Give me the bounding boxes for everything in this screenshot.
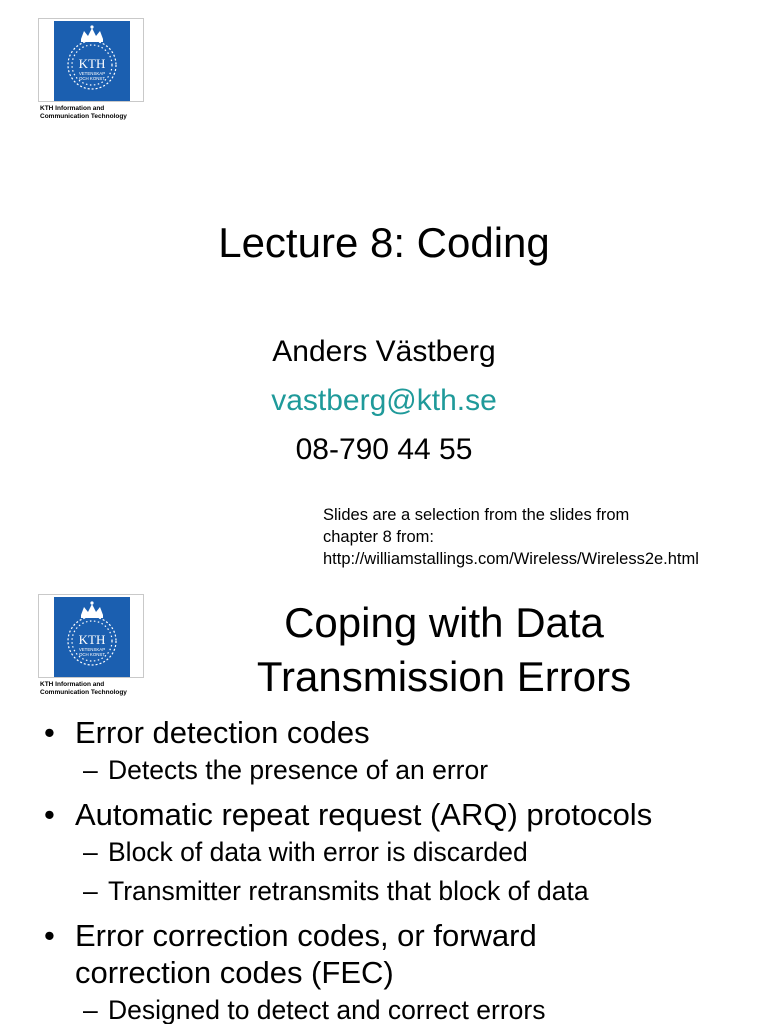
bullet-dot-icon: • <box>44 918 55 953</box>
dash-icon: – <box>83 995 98 1024</box>
sub-bullet-text: Designed to detect and correct errors <box>108 995 546 1024</box>
crown-wreath-icon <box>54 597 130 677</box>
bullet-text-line1: Error correction codes, or forward <box>75 918 537 953</box>
bullet-text: Error detection codes <box>75 715 370 750</box>
dash-icon: – <box>83 755 98 785</box>
source-note <box>323 504 763 570</box>
svg-text:KTH: KTH <box>78 632 106 647</box>
sub-bullet-text: Transmitter retransmits that block of data <box>108 876 589 906</box>
slide-title-line2: Transmission Errors <box>256 653 632 700</box>
logo-caption <box>40 681 150 696</box>
svg-text:OCH KONST: OCH KONST <box>78 76 106 81</box>
svg-text:OCH KONST: OCH KONST <box>78 652 106 657</box>
sub-bullet-text: Block of data with error is discarded <box>108 837 528 867</box>
content-slide <box>0 588 768 1024</box>
svg-text:KTH: KTH <box>78 56 106 71</box>
logo-caption-line2: Communication Technology <box>40 688 127 696</box>
source-note-url[interactable]: http://williamstallings.com/Wireless/Wireless2e.html <box>323 550 699 568</box>
sub-bullet-item <box>0 751 768 790</box>
crown-wreath-icon <box>54 21 130 101</box>
kth-emblem <box>54 21 130 101</box>
slide-title <box>180 596 708 704</box>
bullet-text-line2: correction codes (FEC) <box>75 955 394 990</box>
author-phone: 08-790 44 55 <box>295 433 473 466</box>
bullet-dot-icon: • <box>44 715 55 750</box>
dash-icon: – <box>83 837 98 867</box>
bullet-text: Automatic repeat request (ARQ) protocols <box>75 797 653 832</box>
svg-text:VETENSKAP: VETENSKAP <box>78 647 106 652</box>
logo-frame <box>38 594 144 678</box>
logo-frame <box>38 18 144 102</box>
logo-caption-line1: KTH Information and <box>40 681 105 688</box>
bullet-list <box>0 714 768 1024</box>
bullet-item <box>0 796 768 833</box>
sub-bullet-item <box>0 991 768 1024</box>
author-email-link[interactable]: vastberg@kth.se <box>271 384 497 417</box>
sub-bullet-text: Detects the presence of an error <box>108 755 489 785</box>
source-note-line2: chapter 8 from: <box>323 528 434 546</box>
bullet-item <box>0 714 768 751</box>
author-name: Anders Västberg <box>272 335 496 368</box>
bullet-dot-icon: • <box>44 797 55 832</box>
logo-caption <box>40 105 150 120</box>
sub-bullet-item <box>0 872 768 911</box>
slide-title-line1: Coping with Data <box>284 599 604 646</box>
slide-title: Lecture 8: Coding <box>218 219 550 266</box>
logo-caption-line2: Communication Technology <box>40 112 127 120</box>
dash-icon: – <box>83 876 98 906</box>
kth-emblem <box>54 597 130 677</box>
bullet-item <box>0 917 768 991</box>
sub-bullet-item <box>0 833 768 872</box>
source-note-line1: Slides are a selection from the slides from <box>323 506 630 524</box>
svg-text:VETENSKAP: VETENSKAP <box>78 71 106 76</box>
logo-caption-line1: KTH Information and <box>40 105 105 112</box>
